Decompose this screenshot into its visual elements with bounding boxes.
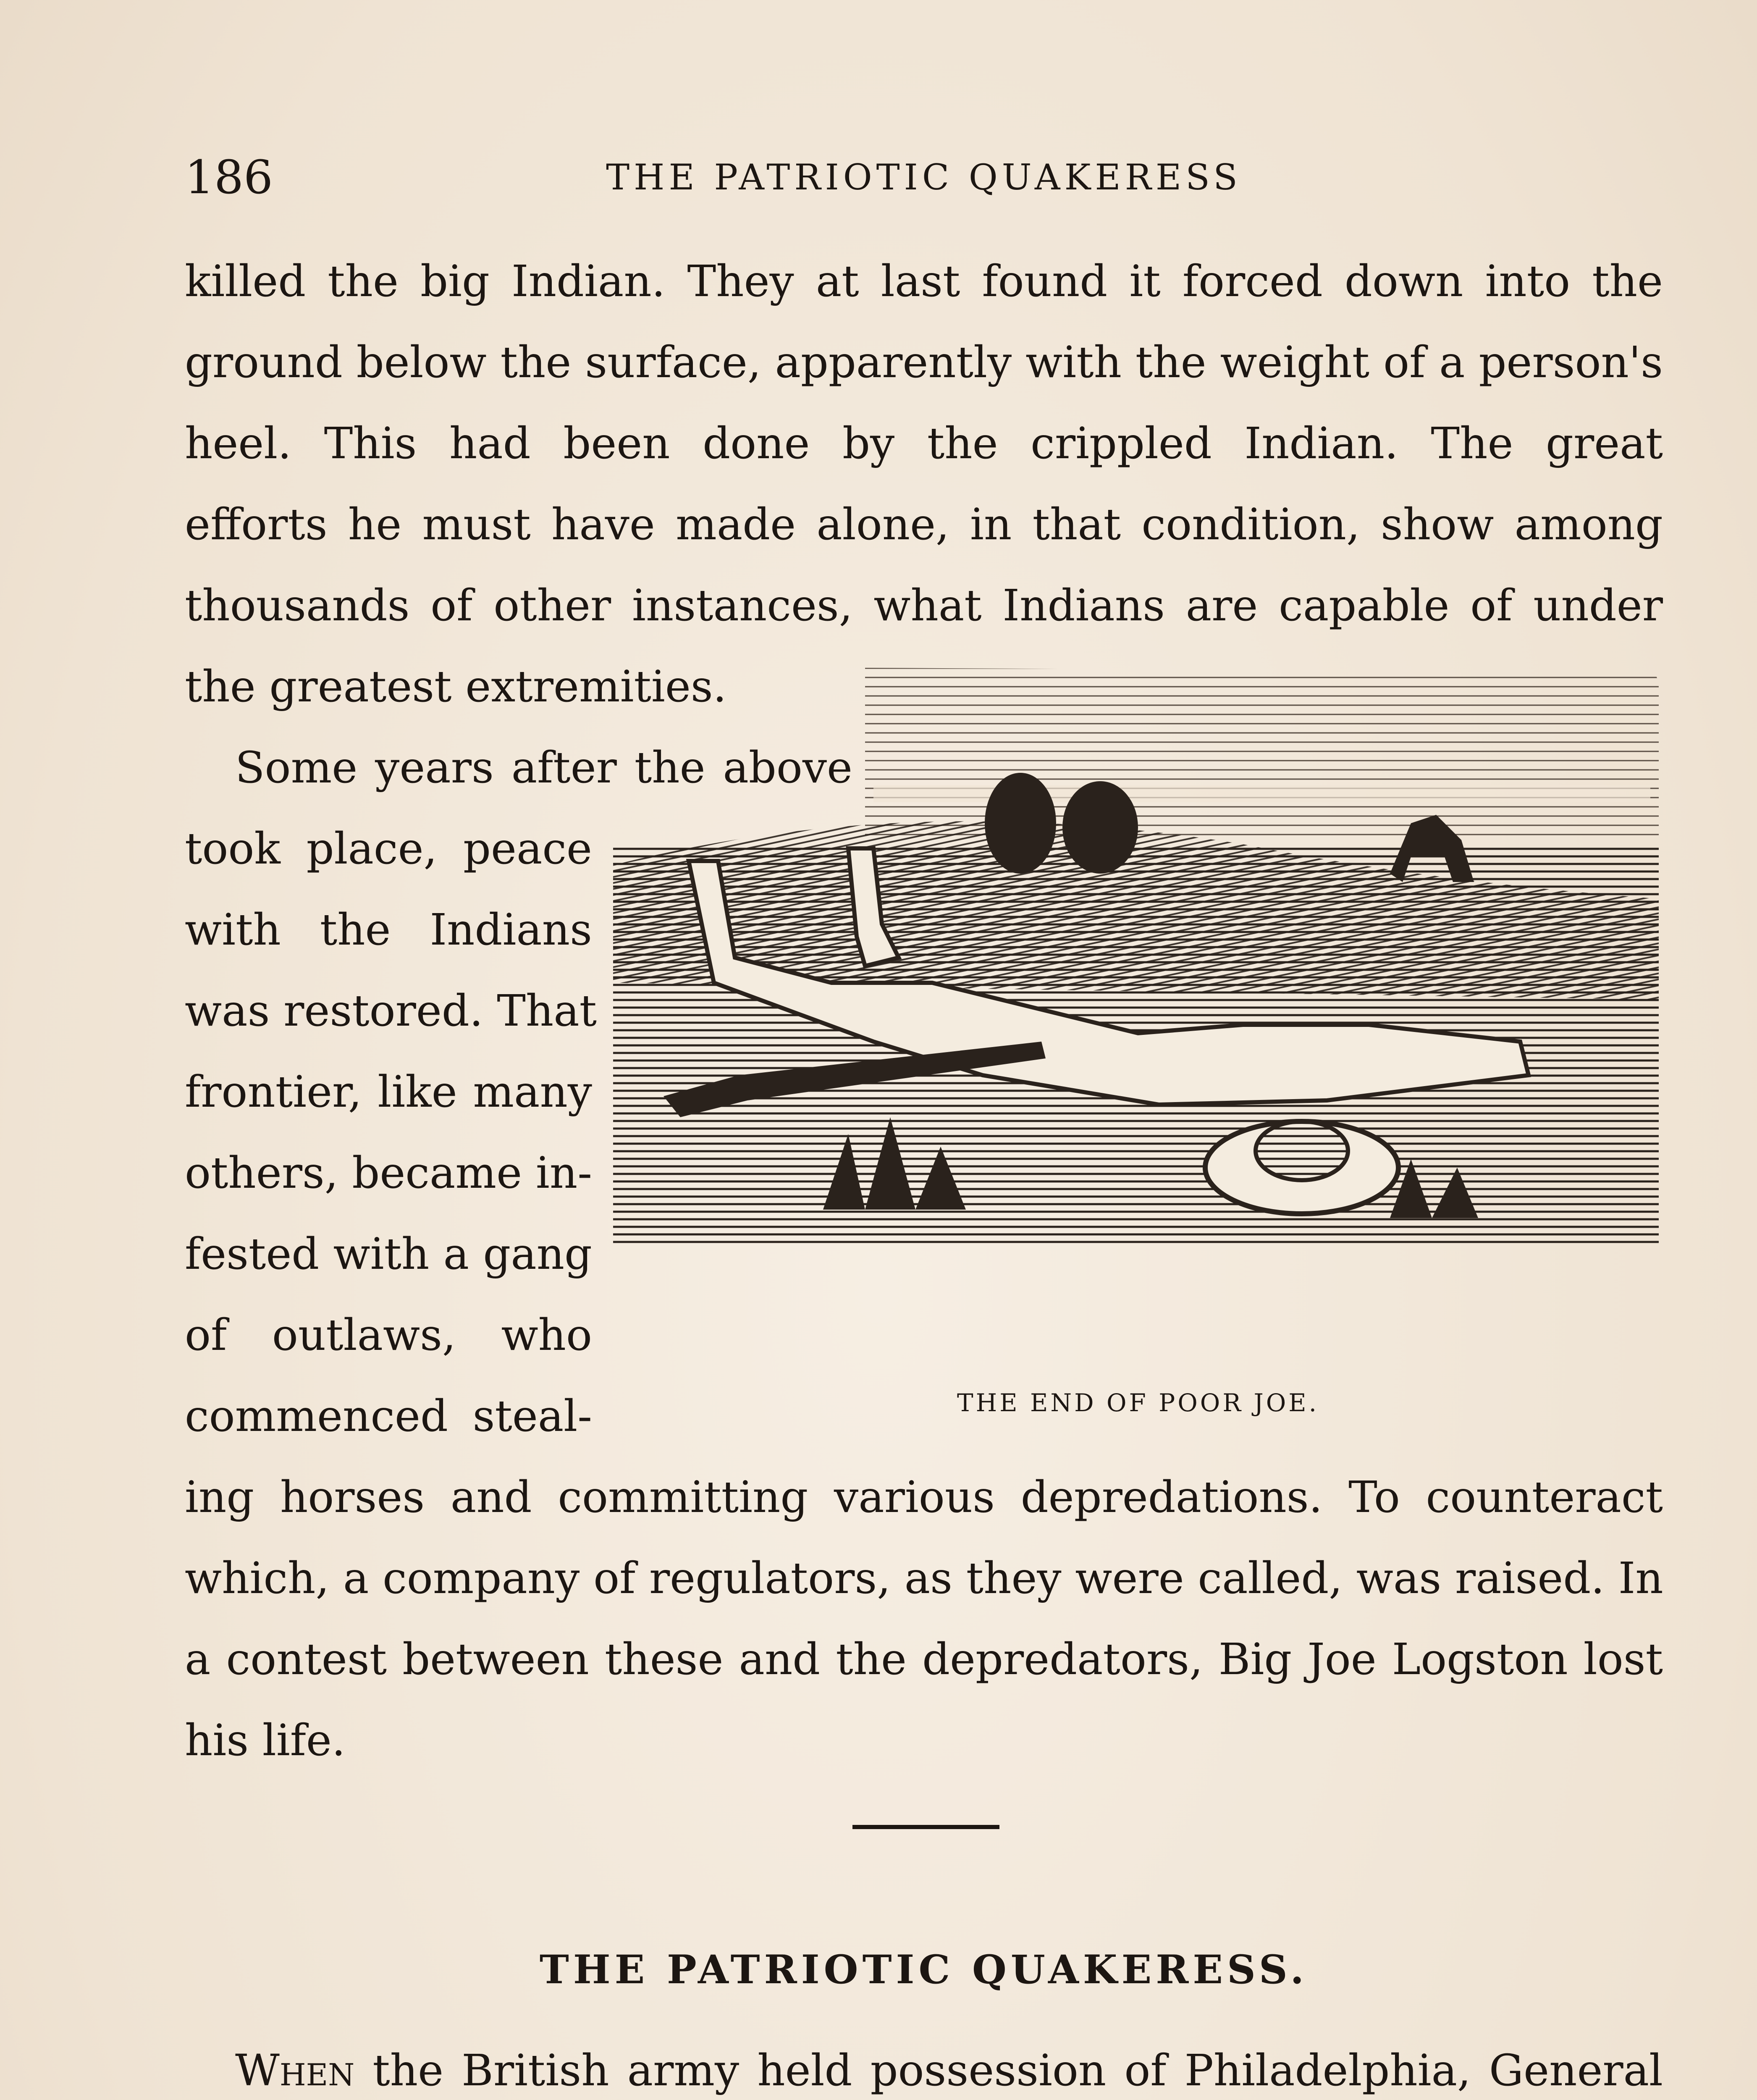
body-line: ing horses and committing various depredations. To counteract	[185, 1472, 1663, 1522]
body-line: frontier, like many	[185, 1067, 592, 1117]
first-line-rest: the British army held possession of Philadelphia, General	[354, 2045, 1663, 2096]
body-line	[185, 2041, 1663, 2100]
engraving-illustration	[613, 664, 1663, 1378]
section-divider	[852, 1825, 999, 1829]
drop-word: When	[235, 2045, 355, 2096]
body-line: took place, peace	[185, 824, 592, 874]
body-line: a contest between these and the depredators, Big Joe Logston lost	[185, 1634, 1663, 1685]
body-line: of outlaws, who	[185, 1310, 592, 1360]
body-line: his life.	[185, 1715, 346, 1766]
body-line: was restored. That	[185, 986, 597, 1036]
body-line: ground below the surface, apparently with the weight of a person's	[185, 337, 1663, 388]
body-line: others, became in-	[185, 1148, 592, 1198]
body-line: which, a company of regulators, as they were called, was raised. In	[185, 1553, 1663, 1604]
body-line: efforts he must have made alone, in that condition, show among	[185, 499, 1663, 550]
illustration-caption: THE END OF POOR JOE.	[957, 1389, 1319, 1417]
body-line: fested with a gang	[185, 1229, 592, 1279]
section-heading: THE PATRIOTIC QUAKERESS.	[539, 1947, 1309, 1993]
running-header	[185, 148, 1663, 207]
body-line: commenced steal-	[185, 1391, 592, 1441]
body-line: thousands of other instances, what Indians are capable of under	[185, 580, 1663, 631]
body-line: heel. This had been done by the crippled Indian. The great	[185, 418, 1663, 469]
running-title: THE PATRIOTIC QUAKERESS	[606, 157, 1242, 198]
page-number: 186	[185, 150, 273, 204]
body-line: Some years after the above	[235, 743, 852, 793]
body-line: killed the big Indian. They at last found it forced down into the	[185, 256, 1663, 307]
body-line: with the Indians	[185, 905, 592, 955]
body-line: the greatest extremities.	[185, 662, 727, 712]
